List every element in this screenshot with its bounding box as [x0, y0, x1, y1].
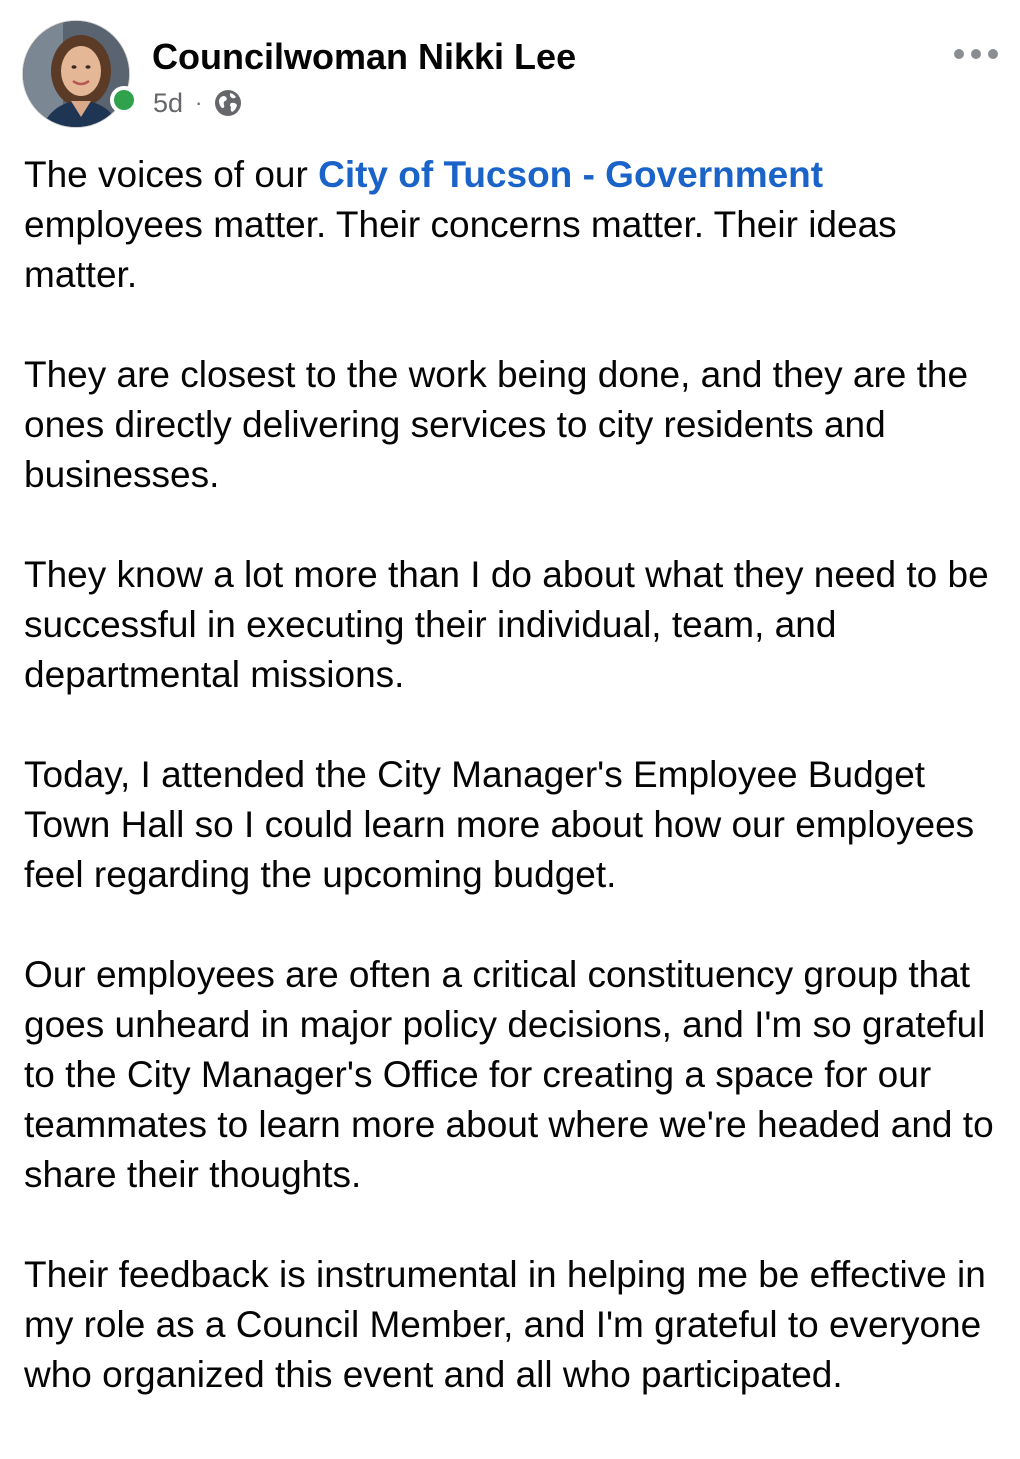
- meta-separator: ·: [195, 90, 203, 115]
- more-dot: [988, 49, 998, 59]
- post-paragraph: They are closest to the work being done, and they are the ones directly delivering services to city residents and businesses.: [24, 354, 969, 495]
- post-paragraph: [24, 150, 1009, 300]
- post-meta: [153, 86, 242, 120]
- post-header: [22, 20, 1002, 132]
- paragraph-text: employees matter. Their concerns matter. Their ideas matter.: [24, 204, 897, 295]
- paragraph-text: The voices of our: [24, 154, 319, 195]
- avatar-portrait: [23, 21, 130, 128]
- author-avatar[interactable]: [22, 20, 130, 128]
- post-paragraph: Today, I attended the City Manager's Employee Budget Town Hall so I could learn more about how our employees feel regarding the upcoming budget.: [24, 754, 975, 895]
- globe-icon[interactable]: [214, 89, 242, 117]
- post-body: [24, 150, 1009, 1450]
- post-paragraph: Their feedback is instrumental in helping me be effective in my role as a Council Member, and I'm grateful to everyone who organized this event and all who participated.: [24, 1254, 986, 1395]
- more-options-icon[interactable]: [954, 44, 998, 64]
- post-timestamp[interactable]: 5d: [153, 87, 184, 118]
- author-name[interactable]: Councilwoman Nikki Lee: [152, 36, 577, 77]
- post-paragraph: They know a lot more than I do about what they need to be successful in executing their individual, team, and departmental missions.: [24, 554, 989, 695]
- online-status-indicator: [110, 86, 138, 114]
- more-dot: [971, 49, 981, 59]
- avatar-image: [22, 20, 130, 128]
- more-dot: [954, 49, 964, 59]
- post-paragraph: Our employees are often a critical constituency group that goes unheard in major policy decisions, and I'm so grateful to the City Manager's Office for creating a space for our teammates to learn more about where we're headed and to share their thoughts.: [24, 954, 994, 1195]
- page-mention-link[interactable]: City of Tucson - Government: [318, 154, 824, 195]
